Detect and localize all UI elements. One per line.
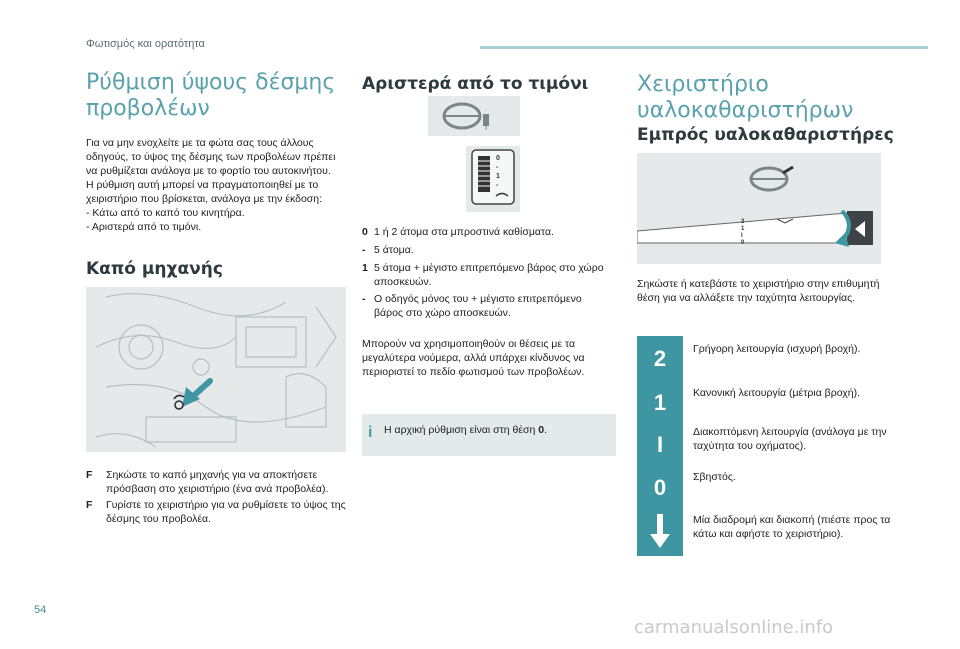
engine-bay-drawing	[86, 287, 346, 452]
steering-wheel-icon	[428, 96, 520, 136]
info-icon: i	[368, 424, 373, 441]
legend-item: 1 5 άτομα + μέγιστο επιτρεπόμενο βάρος στο χώρο αποσκευών.	[362, 262, 604, 288]
dial-labels: 0 - 1 -	[496, 155, 500, 189]
mode-badge-intermittent: I	[637, 422, 683, 468]
section-header: Φωτισμός και ορατότητα	[86, 38, 205, 50]
engine-bay-illustration	[86, 287, 346, 452]
header-rule	[480, 46, 928, 49]
legend-item: - Ο οδηγός μόνος του + μέγιστο επιτρεπόμενο βάρος στο χώρο αποσκευών.	[362, 293, 582, 319]
wiper-intro: Σηκώστε ή κατεβάστε το χειριστήριο στην επιθυμητή θέση για να αλλάξετε την ταχύτητα λειτουργίας.	[637, 278, 880, 304]
arrow-down-icon	[637, 508, 683, 556]
page-number: 54	[34, 604, 47, 616]
stalk-labels: 2 1 I 0	[741, 219, 745, 246]
mode-badge-off: 0	[637, 465, 683, 511]
steering-section-title: Αριστερά από το τιμόνι	[362, 74, 589, 94]
headlamp-intro: Για να μην ενοχλείτε με τα φώτα σας τους άλλους οδηγούς, το ύψος της δέσμης των προβολέων πρέπει να ρυθμίζεται ανάλογα με το φορτίο του αυτοκινήτου. Η ρύθμιση αυτή μπορεί να πραγματοποιηθεί με το χειριστήριο που βρίσκεται, ανάλογα με την έκδοση: - Κάτω από το καπό του κινητήρα. - Αριστερά από το τιμόνι.	[86, 137, 336, 233]
wiper-stalk-illustration	[637, 153, 881, 264]
mode-description: Γρήγορη λειτουργία (ισχυρή βροχή).	[693, 343, 861, 355]
hood-steps	[86, 468, 348, 526]
front-wipers-title: Εμπρός υαλοκαθαριστήρες	[637, 125, 894, 145]
mode-badge-normal: 1	[637, 380, 683, 426]
mode-description: Σβηστός.	[693, 471, 736, 483]
info-note: i Η αρχική ρύθμιση είναι στη θέση 0.	[362, 414, 616, 456]
hood-section-title: Καπό μηχανής	[86, 259, 223, 279]
hood-step: F Γυρίστε το χειριστήριο για να ρυθμίσετε το ύψος της δέσμης του προβολέα.	[86, 499, 346, 525]
headlamp-section-title: Ρύθμιση ύψους δέσμης προβολέων	[86, 70, 336, 121]
headlamp-dial-illustration	[466, 146, 520, 212]
higher-positions-warning: Μπορούν να χρησιμοποιηθούν οι θέσεις με τα μεγαλύτερα νούμερα, αλλά υπάρχει κίνδυνος να περιοριστεί το πεδίο φωτισμού των προβολέων.	[362, 338, 585, 378]
legend-item: - 5 άτομα.	[362, 244, 414, 256]
legend-item: 0 1 ή 2 άτομα στα μπροστινά καθίσματα.	[362, 226, 554, 238]
mode-description: Κανονική λειτουργία (μέτρια βροχή).	[693, 387, 861, 399]
mode-description: Μία διαδρομή και διακοπή (πιέστε προς τα κάτω και αφήστε το χειριστήριο).	[693, 514, 891, 540]
wiper-section-title: Χειριστήριο υαλοκαθαριστήρων	[637, 72, 854, 123]
mode-description: Διακοπτόμενη λειτουργία (ανάλογα με την ταχύτητα του οχήματος).	[693, 426, 887, 452]
mode-badge-fast: 2	[637, 336, 683, 382]
hood-step: F Σηκώστε το καπό μηχανής για να αποκτήσετε πρόσβαση στο χειριστήριο (ένα ανά προβολέα).	[86, 469, 329, 495]
watermark: carmanualsonline.info	[634, 617, 834, 638]
column-headlamp-height	[86, 70, 348, 234]
